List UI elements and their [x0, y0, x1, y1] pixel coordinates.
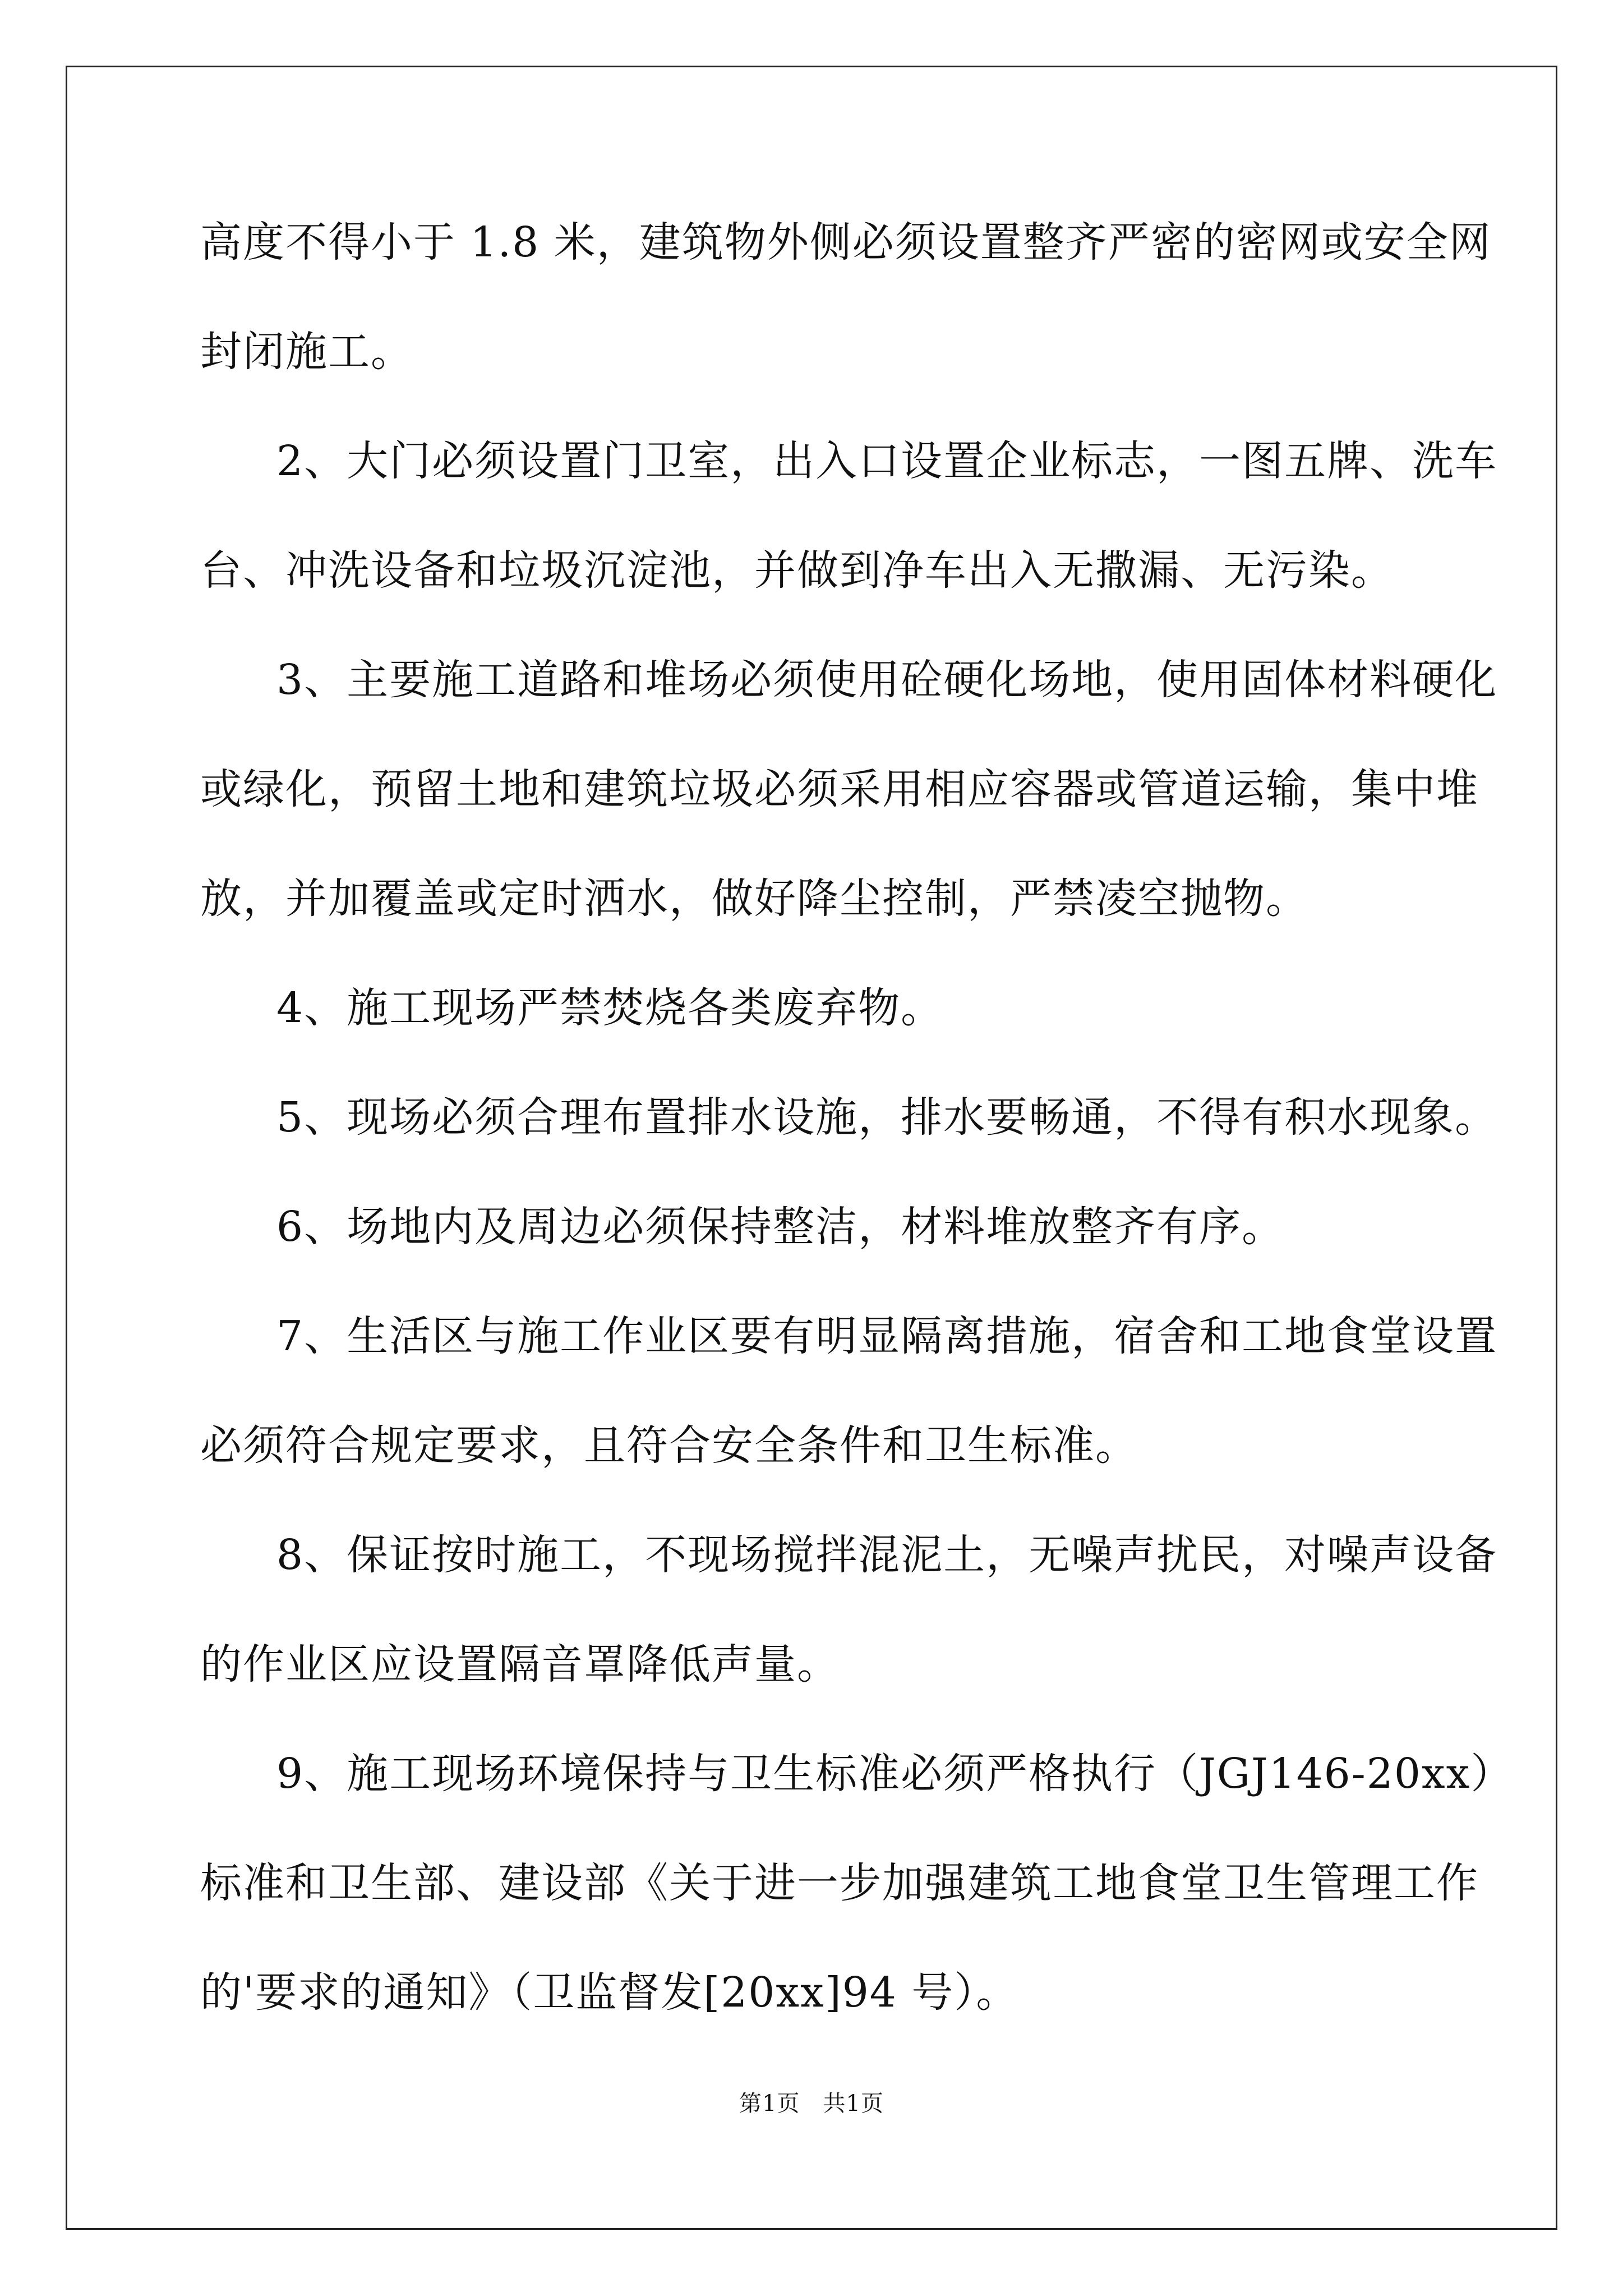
item-6-line-1: 6、场地内及周边必须保持整洁，材料堆放整齐有序。	[276, 1203, 1285, 1251]
page-footer: 第1页 共1页	[739, 2091, 884, 2116]
item-8-line-2: 的作业区应设置隔音罩降低声量。	[200, 1640, 840, 1688]
item-9-line-2: 标准和卫生部、建设部《关于进一步加强建筑工地食堂卫生管理工作	[200, 1859, 1479, 1907]
item-3-line-2: 或绿化，预留土地和建筑垃圾必须采用相应容器或管道运输，集中堆	[200, 765, 1479, 813]
item-8-line-1: 8、保证按时施工，不现场搅拌混泥土，无噪声扰民，对噪声设备	[276, 1531, 1498, 1579]
item-2-line-2: 台、冲洗设备和垃圾沉淀池，并做到净车出入无撒漏、无污染。	[200, 546, 1394, 595]
body-line-2: 封闭施工。	[200, 328, 413, 376]
item-4-line-1: 4、施工现场严禁焚烧各类废弃物。	[276, 984, 944, 1032]
item-7-line-1: 7、生活区与施工作业区要有明显隔离措施，宿舍和工地食堂设置	[276, 1312, 1498, 1360]
item-5-line-1: 5、现场必须合理布置排水设施，排水要畅通，不得有积水现象。	[276, 1093, 1498, 1142]
item-7-line-2: 必须符合规定要求，且符合安全条件和卫生标准。	[200, 1421, 1138, 1470]
item-9-line-3: 的'要求的通知》（卫监督发[20xx]94 号）。	[200, 1968, 1019, 2017]
item-3-line-1: 3、主要施工道路和堆场必须使用砼硬化场地，使用固体材料硬化	[276, 656, 1498, 704]
item-2-line-1: 2、大门必须设置门卫室，出入口设置企业标志，一图五牌、洗车	[276, 437, 1498, 485]
body-line-1: 高度不得小于 1.8 米，建筑物外侧必须设置整齐严密的密网或安全网	[200, 218, 1492, 266]
item-3-line-3: 放，并加覆盖或定时洒水，做好降尘控制，严禁凌空抛物。	[200, 875, 1308, 923]
item-9-line-1: 9、施工现场环境保持与卫生标准必须严格执行（JGJ146-20xx）	[276, 1750, 1514, 1798]
